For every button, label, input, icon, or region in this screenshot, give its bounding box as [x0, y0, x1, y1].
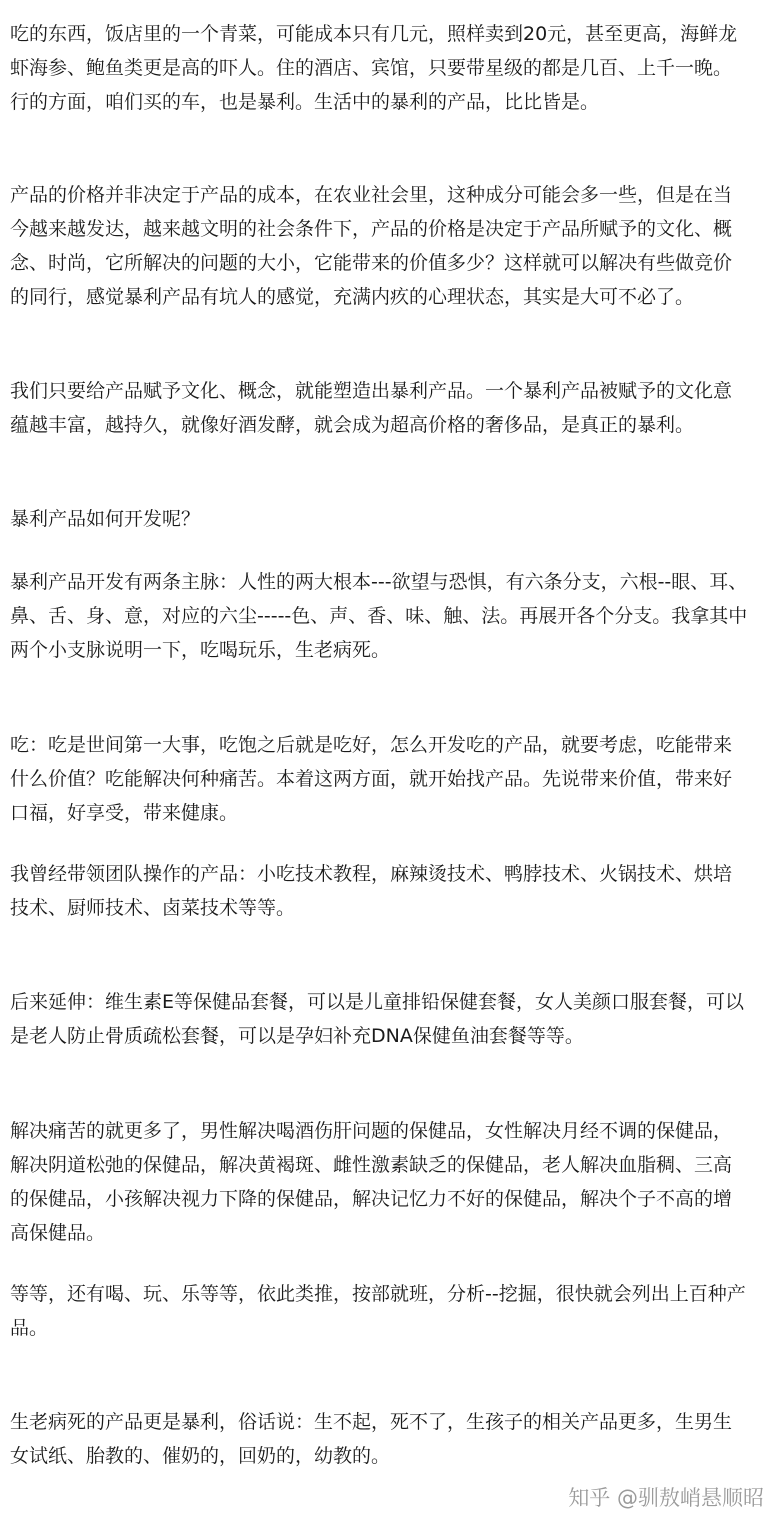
- text-line: 念、时尚，它所解决的问题的大小，它能带来的价值多少？这样就可以解决有些做竞价: [10, 252, 733, 274]
- paragraph-7: [10, 985, 776, 1053]
- text-line: 今越来越发达，越来越文明的社会条件下，产品的价格是决定于产品所赋予的文化、概: [10, 218, 733, 240]
- text-line: 解决痛苦的就更多了，男性解决喝酒伤肝问题的保健品，女性解决月经不调的保健品，: [10, 1120, 733, 1142]
- text-line: 鼻、舌、身、意，对应的六尘-----色、声、香、味、触、法。再展开各个分支。我拿其中: [10, 605, 748, 627]
- text-line: 品。: [10, 1317, 49, 1339]
- text-line: 解决阴道松弛的保健品，解决黄褐斑、雌性激素缺乏的保健品，老人解决血脂稠、三高: [10, 1154, 733, 1176]
- text-line: 我们只要给产品赋予文化、概念，就能塑造出暴利产品。一个暴利产品被赋予的文化意: [10, 380, 733, 402]
- text-line: 口福，好享受，带来健康。: [10, 802, 239, 824]
- paragraph-1: [10, 17, 776, 119]
- text-line: 暴利产品开发有两条主脉：人性的两大根本---欲望与恐惧，有六条分支，六根--眼、耳、: [10, 571, 748, 593]
- paragraph-5: [10, 728, 776, 830]
- text-line: 吃的东西，饭店里的一个青菜，可能成本只有几元，照样卖到20元，甚至更高，海鲜龙: [10, 23, 738, 45]
- zhihu-watermark: 知乎 @驯敖峭悬顺昭: [568, 1486, 764, 1510]
- text-line: 我曾经带领团队操作的产品：小吃技术教程，麻辣烫技术、鸭脖技术、火锅技术、烘培: [10, 863, 733, 885]
- paragraph-4: [10, 565, 776, 667]
- text-line: 是老人防止骨质疏松套餐，可以是孕妇补充DNA保健鱼油套餐等等。: [10, 1025, 584, 1047]
- paragraph-6: [10, 857, 776, 925]
- text-line: 两个小支脉说明一下，吃喝玩乐，生老病死。: [10, 639, 391, 661]
- text-line: 虾海参、鲍鱼类更是高的吓人。住的酒店、宾馆，只要带星级的都是几百、上千一晚。: [10, 57, 733, 79]
- paragraph-9: [10, 1277, 776, 1345]
- text-line: 行的方面，咱们买的车，也是暴利。生活中的暴利的产品，比比皆是。: [10, 91, 600, 113]
- paragraph-3: [10, 374, 776, 442]
- text-line: 高保健品。: [10, 1222, 106, 1244]
- text-line: 蕴越丰富，越持久，就像好酒发酵，就会成为超高价格的奢侈品，是真正的暴利。: [10, 414, 695, 436]
- paragraph-10: [10, 1405, 776, 1473]
- text-line: 暴利产品如何开发呢？: [10, 508, 201, 530]
- text-line: 技术、厨师技术、卤菜技术等等。: [10, 897, 296, 919]
- text-line: 生老病死的产品更是暴利，俗话说：生不起，死不了，生孩子的相关产品更多，生男生: [10, 1411, 733, 1433]
- section-heading: [10, 502, 776, 536]
- text-line: 的保健品，小孩解决视力下降的保健品，解决记忆力不好的保健品，解决个子不高的增: [10, 1188, 733, 1210]
- text-line: 产品的价格并非决定于产品的成本，在农业社会里，这种成分可能会多一些，但是在当: [10, 184, 733, 206]
- text-line: 后来延伸：维生素E等保健品套餐，可以是儿童排铅保健套餐，女人美颜口服套餐，可以: [10, 991, 745, 1013]
- text-line: 女试纸、胎教的、催奶的，回奶的，幼教的。: [10, 1445, 391, 1467]
- paragraph-2: [10, 178, 776, 314]
- text-line: 的同行，感觉暴利产品有坑人的感觉，充满内疚的心理状态，其实是大可不必了。: [10, 286, 695, 308]
- paragraph-8: [10, 1114, 776, 1250]
- text-line: 吃：吃是世间第一大事，吃饱之后就是吃好，怎么开发吃的产品，就要考虑，吃能带来: [10, 734, 733, 756]
- text-line: 什么价值？吃能解决何种痛苦。本着这两方面，就开始找产品。先说带来价值，带来好: [10, 768, 733, 790]
- text-line: 等等，还有喝、玩、乐等等，依此类推，按部就班，分析--挖掘，很快就会列出上百种产: [10, 1283, 746, 1305]
